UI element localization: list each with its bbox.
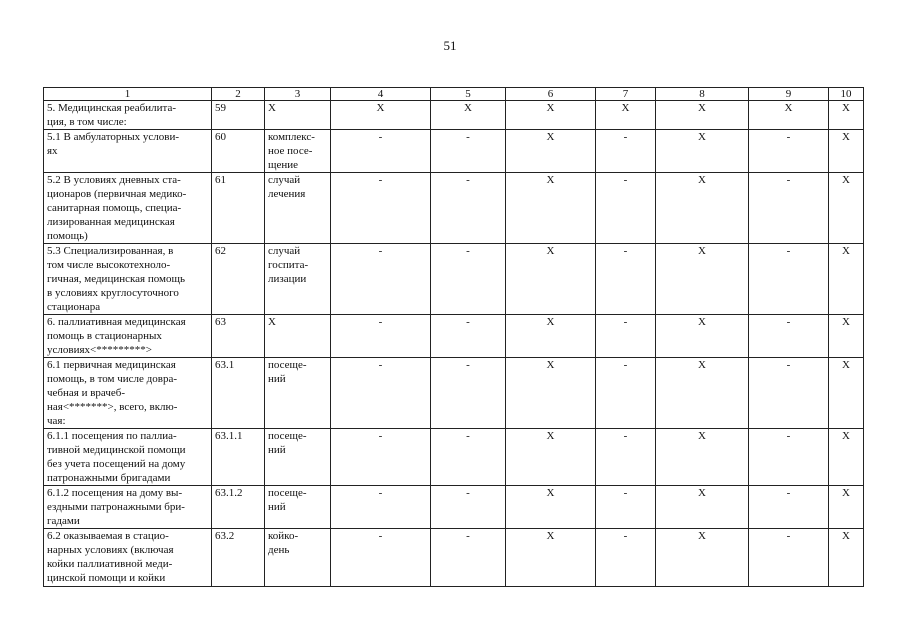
cell-col-4: - xyxy=(331,315,431,358)
column-header: 7 xyxy=(596,88,656,101)
row-code: 63.1.2 xyxy=(212,486,265,529)
cell-col-9: - xyxy=(749,244,829,315)
cell-col-5: - xyxy=(431,358,506,429)
table-row xyxy=(44,429,864,486)
row-name: 6.2 оказываемая в стацио- нарных условиях (включая койки паллиативной меди- цинской помощи и койки xyxy=(44,529,212,587)
cell-col-4: - xyxy=(331,529,431,587)
cell-col-6: Х xyxy=(506,173,596,244)
cell-col-10: Х xyxy=(829,429,864,486)
column-header: 1 xyxy=(44,88,212,101)
cell-col-4: Х xyxy=(331,101,431,130)
cell-col-10: Х xyxy=(829,130,864,173)
cell-col-6: Х xyxy=(506,244,596,315)
cell-col-9: - xyxy=(749,358,829,429)
header-row xyxy=(44,88,864,101)
row-code: 63.1.1 xyxy=(212,429,265,486)
row-unit: Х xyxy=(265,315,331,358)
cell-col-8: Х xyxy=(656,486,749,529)
cell-col-4: - xyxy=(331,173,431,244)
cell-col-4: - xyxy=(331,358,431,429)
cell-col-7: Х xyxy=(596,101,656,130)
cell-col-10: Х xyxy=(829,358,864,429)
cell-col-6: Х xyxy=(506,486,596,529)
cell-col-4: - xyxy=(331,429,431,486)
cell-col-4: - xyxy=(331,130,431,173)
row-unit: койко- день xyxy=(265,529,331,587)
row-name: 6.1.1 посещения по паллиа- тивной медицинской помощи без учета посещений на дому патронажными бригадами xyxy=(44,429,212,486)
cell-col-6: Х xyxy=(506,130,596,173)
table-row xyxy=(44,244,864,315)
table-row xyxy=(44,358,864,429)
row-code: 63.1 xyxy=(212,358,265,429)
cell-col-4: - xyxy=(331,486,431,529)
column-header: 6 xyxy=(506,88,596,101)
row-name: 6.1 первичная медицинская помощь, в том числе довра- чебная и врачеб- ная<*******>, всего, вклю- чая: xyxy=(44,358,212,429)
row-name: 6.1.2 посещения на дому вы- ездными патронажными бри- гадами xyxy=(44,486,212,529)
cell-col-10: Х xyxy=(829,101,864,130)
cell-col-6: Х xyxy=(506,529,596,587)
row-name: 5.3 Специализированная, в том числе высокотехноло- гичная, медицинская помощь в условиях круглосуточного стационара xyxy=(44,244,212,315)
cell-col-9: - xyxy=(749,529,829,587)
cell-col-6: Х xyxy=(506,429,596,486)
cell-col-8: Х xyxy=(656,315,749,358)
column-header: 5 xyxy=(431,88,506,101)
column-header: 3 xyxy=(265,88,331,101)
row-unit: комплекс- ное посе- щение xyxy=(265,130,331,173)
cell-col-6: Х xyxy=(506,358,596,429)
table-row xyxy=(44,486,864,529)
cell-col-5: - xyxy=(431,486,506,529)
cell-col-7: - xyxy=(596,529,656,587)
cell-col-9: - xyxy=(749,130,829,173)
cell-col-8: Х xyxy=(656,173,749,244)
row-unit: Х xyxy=(265,101,331,130)
row-code: 59 xyxy=(212,101,265,130)
row-unit: посеще- ний xyxy=(265,429,331,486)
cell-col-8: Х xyxy=(656,101,749,130)
cell-col-5: - xyxy=(431,244,506,315)
cell-col-7: - xyxy=(596,130,656,173)
cell-col-7: - xyxy=(596,244,656,315)
table-row xyxy=(44,173,864,244)
row-code: 63 xyxy=(212,315,265,358)
table-row xyxy=(44,101,864,130)
row-name: 5.1 В амбулаторных услови- ях xyxy=(44,130,212,173)
page-number: 51 xyxy=(443,38,457,53)
cell-col-5: - xyxy=(431,315,506,358)
cell-col-8: Х xyxy=(656,130,749,173)
column-header: 2 xyxy=(212,88,265,101)
cell-col-9: - xyxy=(749,315,829,358)
row-unit: случай лечения xyxy=(265,173,331,244)
cell-col-7: - xyxy=(596,315,656,358)
row-name: 5.2 В условиях дневных ста- ционаров (первичная медико- санитарная помощь, специа- лизированная медицинская помощь) xyxy=(44,173,212,244)
cell-col-5: - xyxy=(431,529,506,587)
row-name: 6. паллиативная медицинская помощь в стационарных условиях<*********> xyxy=(44,315,212,358)
row-code: 60 xyxy=(212,130,265,173)
data-table xyxy=(43,87,864,587)
cell-col-7: - xyxy=(596,173,656,244)
cell-col-7: - xyxy=(596,429,656,486)
cell-col-10: Х xyxy=(829,173,864,244)
cell-col-8: Х xyxy=(656,529,749,587)
cell-col-10: Х xyxy=(829,244,864,315)
table-row xyxy=(44,130,864,173)
row-unit: случай госпита- лизации xyxy=(265,244,331,315)
cell-col-5: Х xyxy=(431,101,506,130)
table-row xyxy=(44,315,864,358)
row-code: 61 xyxy=(212,173,265,244)
cell-col-8: Х xyxy=(656,358,749,429)
cell-col-9: - xyxy=(749,486,829,529)
cell-col-5: - xyxy=(431,429,506,486)
column-header: 4 xyxy=(331,88,431,101)
cell-col-5: - xyxy=(431,173,506,244)
cell-col-9: - xyxy=(749,429,829,486)
cell-col-6: Х xyxy=(506,101,596,130)
table-row xyxy=(44,529,864,587)
row-name: 5. Медицинская реабилита- ция, в том числе: xyxy=(44,101,212,130)
row-code: 62 xyxy=(212,244,265,315)
cell-col-8: Х xyxy=(656,429,749,486)
column-header: 8 xyxy=(656,88,749,101)
cell-col-6: Х xyxy=(506,315,596,358)
cell-col-7: - xyxy=(596,358,656,429)
row-unit: посеще- ний xyxy=(265,358,331,429)
cell-col-5: - xyxy=(431,130,506,173)
cell-col-4: - xyxy=(331,244,431,315)
cell-col-8: Х xyxy=(656,244,749,315)
cell-col-7: - xyxy=(596,486,656,529)
cell-col-10: Х xyxy=(829,315,864,358)
cell-col-9: - xyxy=(749,173,829,244)
row-unit: посеще- ний xyxy=(265,486,331,529)
cell-col-10: Х xyxy=(829,486,864,529)
column-header: 9 xyxy=(749,88,829,101)
row-code: 63.2 xyxy=(212,529,265,587)
cell-col-9: Х xyxy=(749,101,829,130)
column-header: 10 xyxy=(829,88,864,101)
cell-col-10: Х xyxy=(829,529,864,587)
